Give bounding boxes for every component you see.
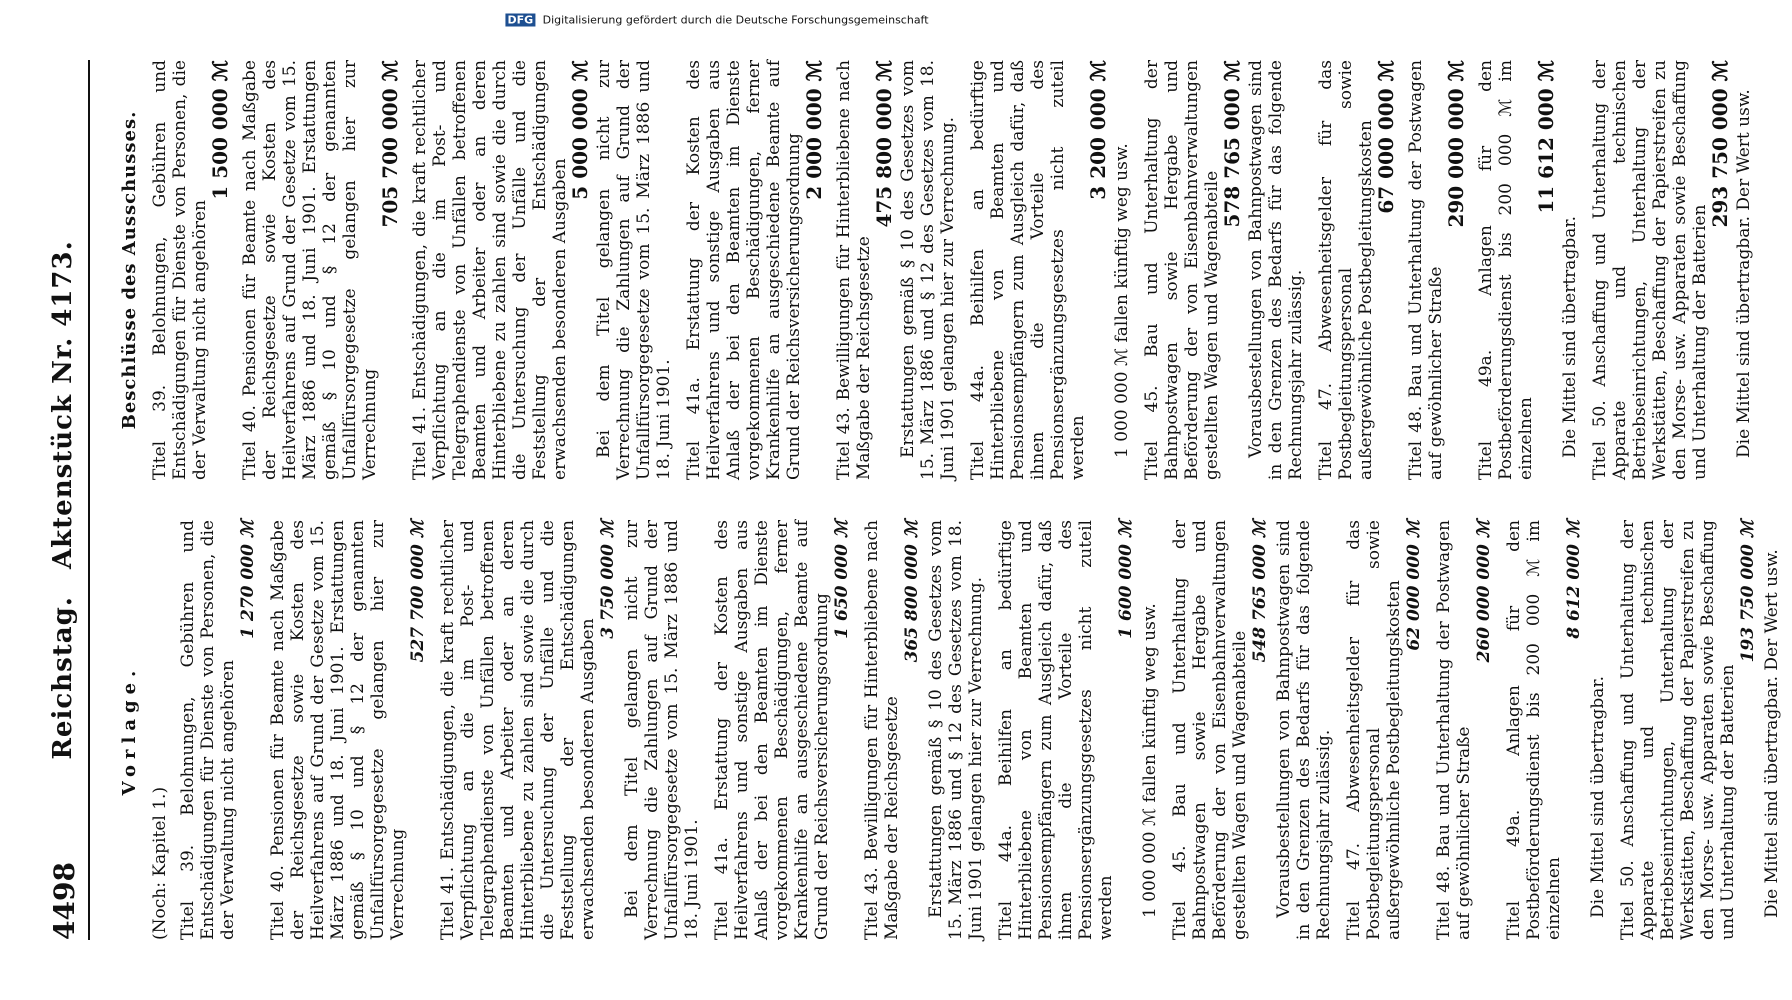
- right-column: [120, 60, 1764, 480]
- budget-entry: [1316, 60, 1396, 480]
- running-head: [48, 60, 78, 940]
- entry-text: Titel 47. Abwesenheitsgelder für das Postbegleitungspersonal sowie außergewöhnliche Postbegleitungskosten: [1344, 520, 1404, 940]
- column-title-left: Vorlage.: [119, 664, 140, 796]
- entry-text: Titel 47. Abwesenheitsgelder für das Postbegleitungspersonal sowie außergewöhnliche Postbegleitungskosten: [1316, 60, 1376, 480]
- budget-entry: [150, 60, 230, 480]
- entry-amount: 290 000 000 ℳ: [1444, 60, 1468, 228]
- entry-note: 1 000 000 ℳ fallen künftig weg usw.: [1140, 603, 1160, 918]
- continuation-note: (Noch: Kapitel 1.): [150, 786, 170, 940]
- entry-text: Titel 45. Bau und Unterhaltung der Bahnpostwagen sowie Hergabe und Beförderung der von Eisenbahnverwaltungen gestellten Wagen und Wagenabteile: [1142, 60, 1222, 480]
- budget-entry: [240, 60, 400, 480]
- budget-entry: [834, 60, 958, 480]
- budget-entry: [178, 520, 258, 940]
- entry-text: Titel 50. Anschaffung und Unterhaltung der Apparate und technischen Betriebseinrichtungen, Unterhaltung der Werkstätten, Beschaffung der Papierstreifen zu den Morse- usw. Apparaten sowie Beschaffung und Unterhaltung der Batterien: [1590, 60, 1710, 480]
- entry-text: Titel 41. Entschädigungen, die kraft rechtlicher Verpflichtung an die im Post- und Telegraphendienste von Unfällen betroffenen Beamten und Arbeiter oder an deren Hinterbliebene zu zahlen sind sowie die durch die Untersuchung der Unfälle und die Feststellung der Entschädigungen erwachsenden besonderen Ausgaben: [410, 60, 570, 480]
- header-rule: [88, 60, 90, 940]
- budget-entry: [1170, 520, 1334, 940]
- budget-entry: [438, 520, 702, 940]
- entry-amount: 705 700 000 ℳ: [378, 60, 402, 228]
- entry-note: Die Mittel sind übertragbar.: [1560, 215, 1580, 458]
- entry-note: Vorausbestellungen von Bahnpostwagen sind in den Grenzen des Bedarfs für das folgende Rechnungsjahr zulässig.: [1246, 60, 1306, 480]
- budget-entry: [1476, 60, 1580, 480]
- entry-amount: 1 600 000 ℳ: [1116, 520, 1136, 639]
- entry-amount: 365 800 000 ℳ: [902, 520, 922, 663]
- budget-entry: [1344, 520, 1424, 940]
- entry-text: Titel 45. Bau und Unterhaltung der Bahnpostwagen sowie Hergabe und Beförderung der von Eisenbahnverwaltungen gestellten Wagen und Wagenabteile: [1170, 520, 1250, 940]
- entry-note: Vorausbestellungen von Bahnpostwagen sind in den Grenzen des Bedarfs für das folgende Rechnungsjahr zulässig.: [1274, 520, 1334, 940]
- entry-text: Titel 49a. Anlagen für den Postbeförderungsdienst bis 200 000 ℳ im einzelnen: [1476, 60, 1536, 480]
- entry-amount: 527 700 000 ℳ: [408, 520, 428, 663]
- page-number: 4498: [48, 862, 81, 940]
- column-title-right: Beschlüsse des Ausschusses.: [119, 110, 140, 430]
- entry-amount: 67 000 000 ℳ: [1374, 60, 1398, 214]
- budget-entry: [1504, 520, 1608, 940]
- entry-note: Erstattungen gemäß § 10 des Gesetzes vom 15. März 1886 und § 12 des Gesetzes vom 18. Juni 1901 gelangen hier zur Verrechnung.: [926, 520, 986, 940]
- budget-entry: [1618, 520, 1782, 940]
- left-entry-list: [178, 520, 1782, 940]
- entry-text: Titel 41. Entschädigungen, die kraft rechtlicher Verpflichtung an die im Post- und Telegraphendienste von Unfällen betroffenen Beamten und Arbeiter oder an deren Hinterbliebene zu zahlen sind sowie die durch die Untersuchung der Unfälle und die Feststellung der Entschädigungen erwachsenden besonderen Ausgaben: [438, 520, 598, 940]
- entry-amount: 62 000 000 ℳ: [1404, 520, 1424, 651]
- entry-text: Titel 48. Bau und Unterhaltung der Postwagen auf gewöhnlicher Straße: [1434, 520, 1474, 940]
- budget-entry: [1406, 60, 1466, 480]
- chamber-name: Reichstag.: [48, 596, 78, 760]
- document-label: Aktenstück Nr. 4173.: [48, 240, 78, 570]
- entry-amount: 1 500 000 ℳ: [208, 60, 232, 200]
- entry-amount: 193 750 000 ℳ: [1738, 520, 1758, 663]
- entry-text: Titel 40. Pensionen für Beamte nach Maßgabe der Reichsgesetze sowie Kosten des Heilverfahrens auf Grund der Gesetze vom 15. März 1886 und 18. Juni 1901. Erstattungen gemäß § 10 und § 12 der genannten Unfallfürsorgegesetze gelangen hier zur Verrechnung: [240, 60, 380, 480]
- budget-entry: [862, 520, 986, 940]
- entry-text: Titel 49a. Anlagen für den Postbeförderungsdienst bis 200 000 ℳ im einzelnen: [1504, 520, 1564, 940]
- entry-note: Bei dem Titel gelangen nicht zur Verrechnung die Zahlungen auf Grund der Unfallfürsorgegesetze vom 15. März 1886 und 18. Juni 1901.: [594, 60, 674, 480]
- page-header: [48, 60, 98, 940]
- entry-note: Erstattungen gemäß § 10 des Gesetzes vom 15. März 1886 und § 12 des Gesetzes vom 18. Juni 1901 gelangen hier zur Verrechnung.: [898, 60, 958, 480]
- budget-entry: [684, 60, 824, 480]
- budget-entry: [996, 520, 1160, 940]
- entry-amount: 2 000 000 ℳ: [802, 60, 826, 200]
- entry-text: Titel 50. Anschaffung und Unterhaltung der Apparate und technischen Betriebseinrichtungen, Unterhaltung der Werkstätten, Beschaffung der Papierstreifen zu den Morse- usw. Apparaten sowie Beschaffung und Unterhaltung der Batterien: [1618, 520, 1738, 940]
- entry-note: Die Mittel sind übertragbar.: [1588, 675, 1608, 918]
- entry-text: Titel 43. Bewilligungen für Hinterbliebene nach Maßgabe der Reichsgesetze: [834, 60, 874, 480]
- budget-entry: [1434, 520, 1494, 940]
- entry-amount: 293 750 000 ℳ: [1708, 60, 1732, 228]
- entry-amount: 1 650 000 ℳ: [832, 520, 852, 639]
- budget-entry: [968, 60, 1132, 480]
- budget-entry: [410, 60, 674, 480]
- entry-note: Bei dem Titel gelangen nicht zur Verrechnung die Zahlungen auf Grund der Unfallfürsorgegesetze vom 15. März 1886 und 18. Juni 1901.: [622, 520, 702, 940]
- entry-amount: 5 000 000 ℳ: [568, 60, 592, 200]
- budget-entry: [268, 520, 428, 940]
- entry-amount: 8 612 000 ℳ: [1564, 520, 1584, 639]
- entry-amount: 11 612 000 ℳ: [1534, 60, 1558, 214]
- entry-text: Titel 39. Belohnungen, Gebühren und Entschädigungen für Dienste von Personen, die der Verwaltung nicht angehören: [150, 60, 210, 480]
- entry-amount: 260 000 000 ℳ: [1474, 520, 1494, 663]
- entry-amount: 3 750 000 ℳ: [598, 520, 618, 639]
- digitization-credit: [505, 14, 928, 27]
- entry-amount: 475 800 000 ℳ: [872, 60, 896, 228]
- entry-note: Die Mittel sind übertragbar. Der Wert usw.: [1762, 549, 1782, 918]
- entry-note: Die Mittel sind übertragbar. Der Wert usw.: [1734, 89, 1754, 458]
- dfg-logo: DFG: [507, 13, 534, 27]
- entry-text: Titel 40. Pensionen für Beamte nach Maßgabe der Reichsgesetze sowie Kosten des Heilverfahrens auf Grund der Gesetze vom 15. März 1886 und 18. Juni 1901. Erstattungen gemäß § 10 und § 12 der genannten Unfallfürsorgegesetze gelangen hier zur Verrechnung: [268, 520, 408, 940]
- entry-amount: 548 765 000 ℳ: [1250, 520, 1270, 663]
- entry-text: Titel 48. Bau und Unterhaltung der Postwagen auf gewöhnlicher Straße: [1406, 60, 1446, 480]
- entry-amount: 3 200 000 ℳ: [1086, 60, 1110, 200]
- entry-text: Titel 41a. Erstattung der Kosten des Heilverfahrens und sonstige Ausgaben aus Anlaß der bei den Beamten im Dienste vorgekommenen Beschädigungen, ferner Krankenhilfe an ausgeschiedene Beamte auf Grund der Reichsversicherungsordnung: [712, 520, 832, 940]
- entry-text: Titel 44a. Beihilfen an bedürftige Hinterbliebene von Beamten und Pensionsempfängern zum Ausgleich dafür, daß ihnen die Vorteile des Pensionsergänzungsgesetzes nicht zuteil werden: [968, 60, 1088, 480]
- entry-text: Titel 41a. Erstattung der Kosten des Heilverfahrens und sonstige Ausgaben aus Anlaß der bei den Beamten im Dienste vorgekommenen Beschädigungen, ferner Krankenhilfe an ausgeschiedene Beamte auf Grund der Reichsversicherungsordnung: [684, 60, 804, 480]
- left-column: [120, 520, 1792, 940]
- budget-entry: [1590, 60, 1754, 480]
- right-entry-list: [150, 60, 1754, 480]
- entry-text: Titel 44a. Beihilfen an bedürftige Hinterbliebene von Beamten und Pensionsempfängern zum Ausgleich dafür, daß ihnen die Vorteile des Pensionsergänzungsgesetzes nicht zuteil werden: [996, 520, 1116, 940]
- credit-text: Digitalisierung gefördert durch die Deutsche Forschungsgemeinschaft: [542, 13, 929, 27]
- entry-text: Titel 43. Bewilligungen für Hinterbliebene nach Maßgabe der Reichsgesetze: [862, 520, 902, 940]
- budget-entry: [712, 520, 852, 940]
- entry-amount: 578 765 000 ℳ: [1220, 60, 1244, 228]
- entry-amount: 1 270 000 ℳ: [238, 520, 258, 639]
- entry-text: Titel 39. Belohnungen, Gebühren und Entschädigungen für Dienste von Personen, die der Verwaltung nicht angehören: [178, 520, 238, 940]
- budget-entry: [1142, 60, 1306, 480]
- entry-note: 1 000 000 ℳ fallen künftig weg usw.: [1112, 143, 1132, 458]
